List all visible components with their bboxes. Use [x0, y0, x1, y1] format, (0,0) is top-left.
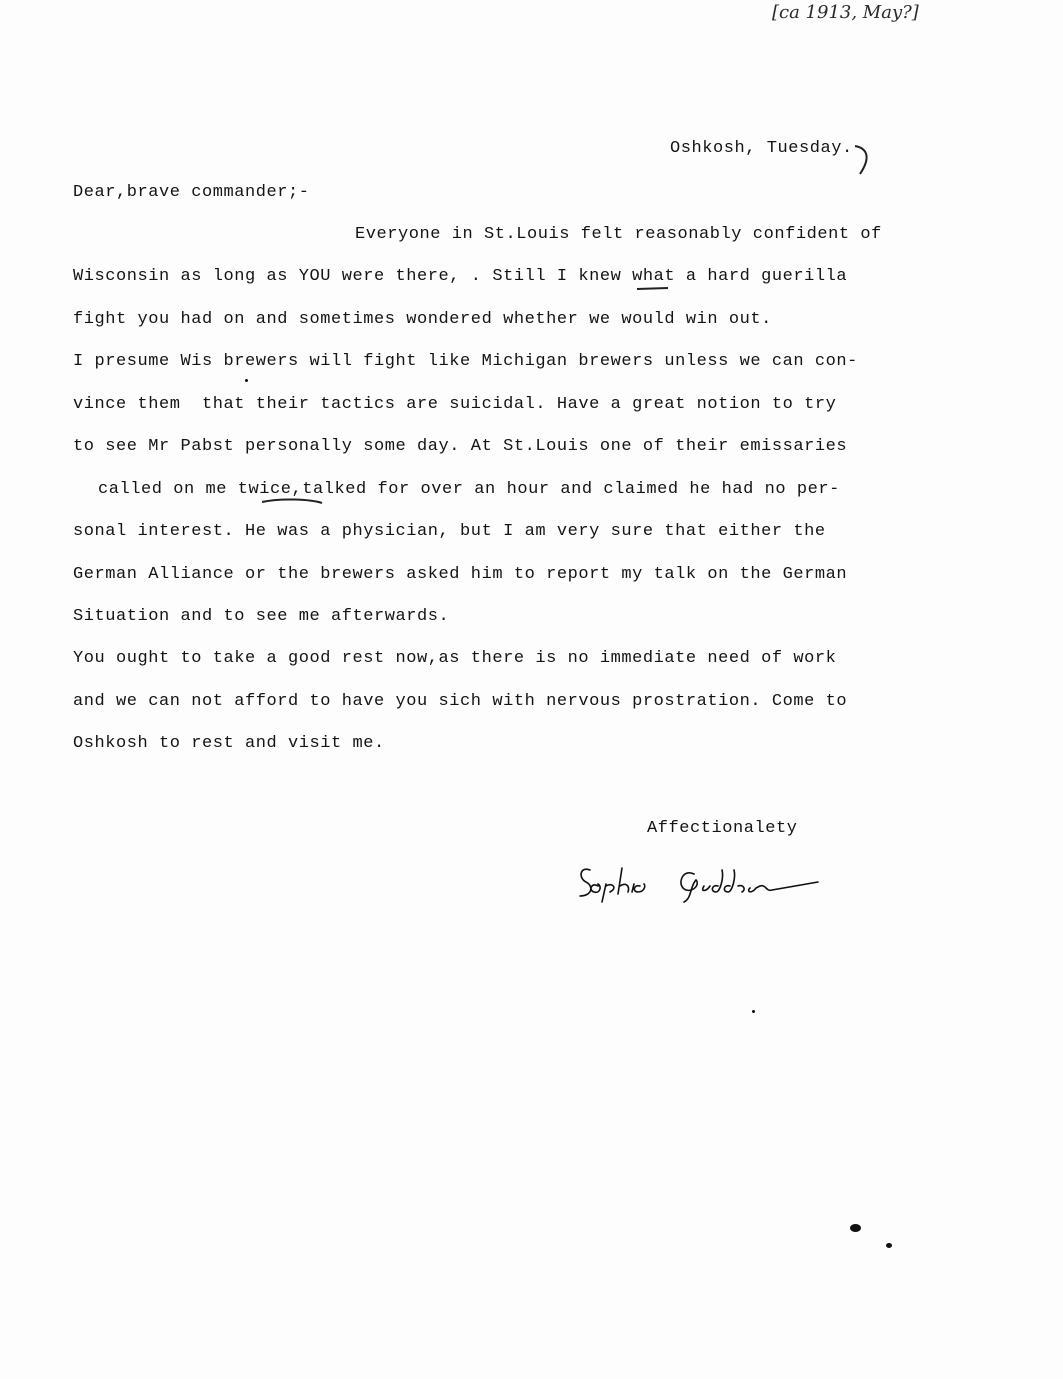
- body-line: fight you had on and sometimes wondered whether we would win out.: [73, 310, 772, 329]
- body-line: You ought to take a good rest now,as there is no immediate need of work: [73, 649, 837, 668]
- scan-speck: [850, 1224, 861, 1232]
- scan-speck: [752, 1010, 755, 1013]
- dateline: Oshkosh, Tuesday.: [670, 139, 853, 158]
- body-line: Everyone in St.Louis felt reasonably confident of: [355, 225, 882, 244]
- body-line: called on me twice,talked for over an hour and claimed he had no per-: [98, 480, 840, 499]
- date-correction-mark: [855, 146, 867, 174]
- underline-twice: [262, 499, 322, 503]
- body-line: Wisconsin as long as YOU were there, . Still I knew what a hard guerilla: [73, 267, 848, 286]
- scan-speck: [886, 1243, 892, 1248]
- body-line: German Alliance or the brewers asked him to report my talk on the German: [73, 565, 848, 584]
- archive-date-note: [ca 1913, May?]: [772, 2, 919, 23]
- body-line: and we can not afford to have you sich with nervous prostration. Come to: [73, 692, 848, 711]
- body-line: to see Mr Pabst personally some day. At St.Louis one of their emissaries: [73, 437, 848, 456]
- body-line: Oshkosh to rest and visit me.: [73, 734, 385, 753]
- body-line: I presume Wis brewers will fight like Michigan brewers unless we can con-: [73, 352, 858, 371]
- body-line: Situation and to see me afterwards.: [73, 607, 450, 626]
- body-line: sonal interest. He was a physician, but I am very sure that either the: [73, 522, 826, 541]
- body-line: vince them that their tactics are suicidal. Have a great notion to try: [73, 395, 837, 414]
- scan-speck: [245, 379, 248, 382]
- salutation: Dear,brave commander;-: [73, 183, 310, 202]
- underline-i: [637, 288, 668, 289]
- signature-handwritten: [572, 856, 822, 906]
- closing: Affectionalety: [647, 819, 798, 838]
